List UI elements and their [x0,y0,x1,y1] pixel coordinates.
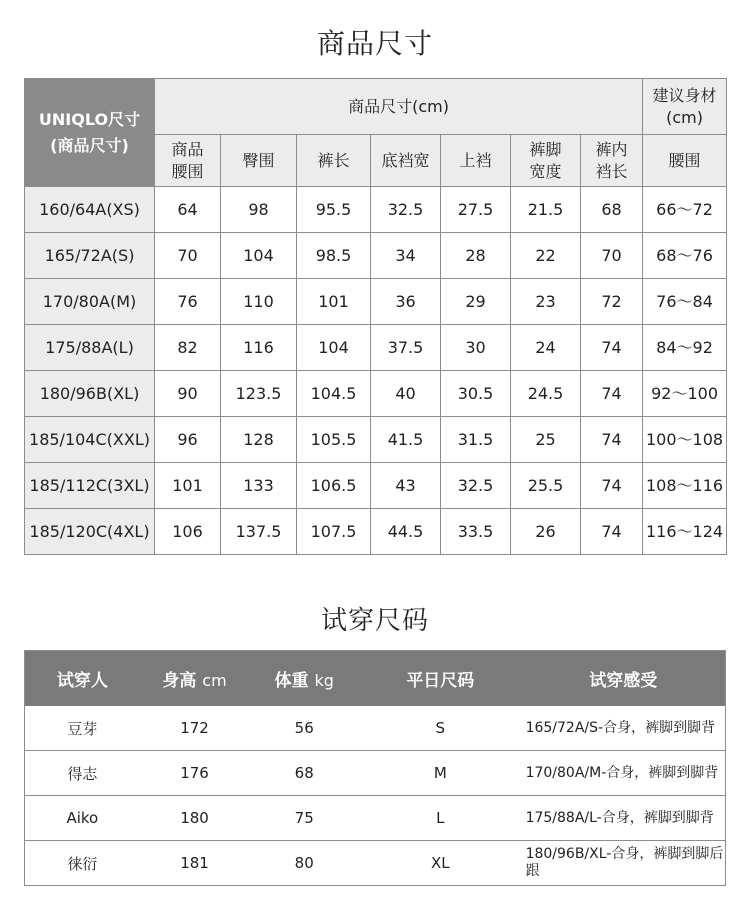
try-on-row [25,706,725,750]
try-on-height-cell: 172 [180,719,209,737]
size-value-cell: 21.5 [511,187,581,233]
try-on-feeling-cell: 170/80A/M-合身，裤脚到脚背 [525,764,719,781]
try-on-height-cell: 176 [180,764,209,782]
suggest-header-line2: (cm) [666,107,703,127]
try-on-title: 试穿尺码 [320,606,429,636]
col-header: 商品 腰围 [155,135,221,187]
try-on-weight-cell: 56 [294,719,314,737]
size-value-cell: 98 [221,187,297,233]
size-row [25,325,727,371]
try-on-weight-cell: 80 [294,854,314,872]
size-value-cell: 43 [371,463,441,509]
size-value-cell: 104 [221,233,297,279]
col-header: 臀围 [221,135,297,187]
try-on-person-cell: Aiko [66,809,99,827]
usual-size-header: 平日尺码 [406,671,475,691]
col-header: 上裆 [441,135,511,187]
group-header: 商品尺寸(cm) [155,79,643,135]
size-row [25,233,727,279]
try-on-table [24,650,726,886]
size-row [25,417,727,463]
size-value-cell: 74 [581,417,643,463]
suggest-header [643,79,727,135]
size-value-cell: 74 [581,371,643,417]
size-row [25,371,727,417]
suggest-header-line1: 建议身材 [652,85,717,105]
size-label-cell: 180/96B(XL) [25,371,155,417]
feeling-header: 试穿感受 [589,671,658,691]
size-value-cell: 84～92 [643,325,727,371]
size-value-cell: 30 [441,325,511,371]
try-on-feeling-cell: 175/88A/L-合身，裤脚到脚背 [525,809,714,826]
brand-header-line2: (商品尺寸) [50,135,129,155]
size-value-cell: 123.5 [221,371,297,417]
size-value-cell: 30.5 [441,371,511,417]
size-value-cell: 82 [155,325,221,371]
size-value-cell: 24 [511,325,581,371]
try-on-size-cell: M [433,764,447,782]
try-on-header-row [25,651,725,706]
size-value-cell: 68～76 [643,233,727,279]
size-value-cell: 106.5 [297,463,371,509]
size-value-cell: 70 [581,233,643,279]
size-value-cell: 106 [155,509,221,555]
size-value-cell: 90 [155,371,221,417]
size-row [25,279,727,325]
size-value-cell: 74 [581,325,643,371]
size-value-cell: 107.5 [297,509,371,555]
size-label-header [25,79,155,187]
size-chart-table [24,78,727,555]
size-value-cell: 104 [297,325,371,371]
try-on-feeling-cell: 165/72A/S-合身，裤脚到脚背 [525,719,716,736]
size-value-cell: 74 [581,463,643,509]
size-value-cell: 110 [221,279,297,325]
try-on-row [25,795,725,840]
try-on-row [25,750,725,795]
size-value-cell: 104.5 [297,371,371,417]
size-value-cell: 24.5 [511,371,581,417]
try-on-height-cell: 180 [180,809,209,827]
size-value-cell: 36 [371,279,441,325]
size-value-cell: 101 [297,279,371,325]
size-value-cell: 40 [371,371,441,417]
size-value-cell: 22 [511,233,581,279]
size-value-cell: 70 [155,233,221,279]
try-on-size-cell: S [435,719,446,737]
size-value-cell: 44.5 [371,509,441,555]
try-on-height-cell: 181 [180,854,209,872]
col-header: 底裆宽 [371,135,441,187]
try-on-row [25,840,725,885]
size-chart-title: 商品尺寸 [316,27,433,60]
size-value-cell: 100～108 [643,417,727,463]
size-label-cell: 175/88A(L) [25,325,155,371]
try-on-weight-cell: 75 [294,809,314,827]
col-header: 裤脚 宽度 [511,135,581,187]
size-value-cell: 41.5 [371,417,441,463]
size-value-cell: 92～100 [643,371,727,417]
size-value-cell: 116 [221,325,297,371]
height-header: 身高 cm [162,671,227,691]
size-value-cell: 98.5 [297,233,371,279]
col-header: 裤长 [297,135,371,187]
size-value-cell: 116～124 [643,509,727,555]
try-on-person-cell: 豆芽 [67,719,98,738]
try-on-person-cell: 徕衍 [67,854,98,873]
size-label-cell: 165/72A(S) [25,233,155,279]
size-value-cell: 25 [511,417,581,463]
size-row [25,463,727,509]
size-label-cell: 185/104C(XXL) [25,417,155,463]
size-value-cell: 66～72 [643,187,727,233]
size-value-cell: 31.5 [441,417,511,463]
size-label-cell: 170/80A(M) [25,279,155,325]
size-value-cell: 108～116 [643,463,727,509]
size-value-cell: 33.5 [441,509,511,555]
size-row [25,187,727,233]
size-label-cell: 185/112C(3XL) [25,463,155,509]
try-on-person-cell: 得志 [67,764,98,783]
size-value-cell: 27.5 [441,187,511,233]
col-header: 腰围 [643,135,727,187]
size-value-cell: 128 [221,417,297,463]
try-on-size-cell: L [436,809,445,827]
size-value-cell: 29 [441,279,511,325]
size-value-cell: 26 [511,509,581,555]
person-header: 试穿人 [56,671,108,691]
size-value-cell: 105.5 [297,417,371,463]
size-label-cell: 185/120C(4XL) [25,509,155,555]
size-value-cell: 72 [581,279,643,325]
size-label-cell: 160/64A(XS) [25,187,155,233]
size-value-cell: 101 [155,463,221,509]
size-value-cell: 76 [155,279,221,325]
size-value-cell: 137.5 [221,509,297,555]
brand-header-line1: UNIQLO尺寸 [38,109,141,129]
weight-header: 体重 kg [274,671,334,691]
size-value-cell: 64 [155,187,221,233]
size-value-cell: 74 [581,509,643,555]
size-value-cell: 133 [221,463,297,509]
size-row [25,509,727,555]
size-value-cell: 96 [155,417,221,463]
try-on-size-cell: XL [430,854,450,872]
size-value-cell: 95.5 [297,187,371,233]
size-value-cell: 37.5 [371,325,441,371]
try-on-feeling-cell: 180/96B/XL-合身，裤脚到脚后跟 [525,846,724,879]
size-value-cell: 68 [581,187,643,233]
size-value-cell: 34 [371,233,441,279]
col-header: 裤内 裆长 [581,135,643,187]
size-value-cell: 23 [511,279,581,325]
try-on-weight-cell: 68 [294,764,314,782]
size-value-cell: 28 [441,233,511,279]
size-value-cell: 32.5 [441,463,511,509]
size-value-cell: 76～84 [643,279,727,325]
size-value-cell: 32.5 [371,187,441,233]
size-value-cell: 25.5 [511,463,581,509]
